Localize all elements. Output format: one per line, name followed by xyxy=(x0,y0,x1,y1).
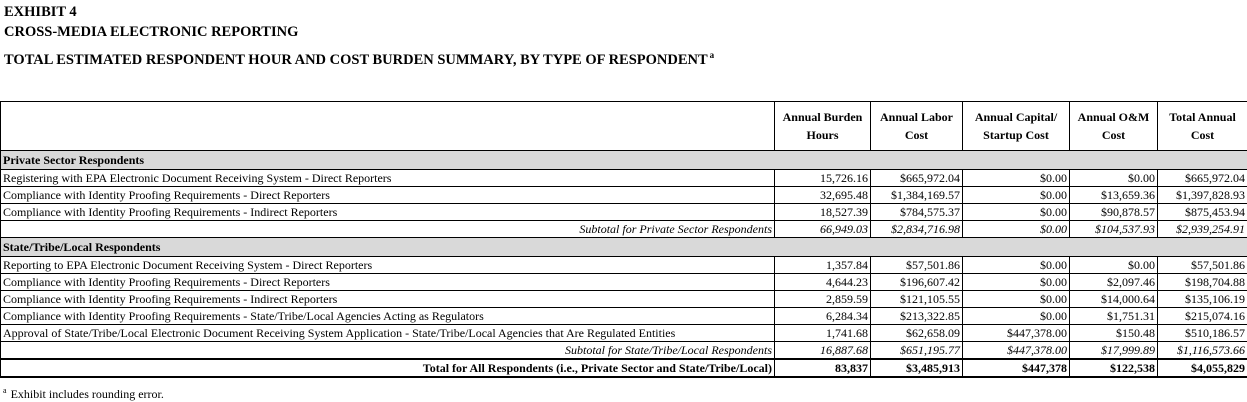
labor-cost-cell: $651,195.77 xyxy=(871,342,963,360)
labor-cost-cell: $57,501.86 xyxy=(871,257,963,274)
labor-cost-cell: $196,607.42 xyxy=(871,274,963,291)
burden-hours-cell: 4,644.23 xyxy=(775,274,871,291)
column-header-item xyxy=(1,102,775,151)
total-cost-cell: $665,972.04 xyxy=(1158,170,1247,187)
burden-hours-cell: 18,527.39 xyxy=(775,204,871,221)
om-cost-cell: $17,999.89 xyxy=(1070,342,1158,360)
burden-hours-cell: 32,695.48 xyxy=(775,187,871,204)
total-cost-cell: $1,397,828.93 xyxy=(1158,187,1247,204)
total-label: Total for All Respondents (i.e., Private Sector and State/Tribe/Local) xyxy=(1,359,775,377)
labor-cost-cell: $665,972.04 xyxy=(871,170,963,187)
footnote-text: Exhibit includes rounding error. xyxy=(11,387,164,401)
exhibit-title xyxy=(4,46,714,69)
capital-cost-cell: $447,378 xyxy=(963,359,1070,377)
row-label: Registering with EPA Electronic Document Receiving System - Direct Reporters xyxy=(1,170,775,187)
section-title: State/Tribe/Local Respondents xyxy=(1,238,1247,257)
column-header-total-cost: Total Annual Cost xyxy=(1158,102,1247,151)
burden-hours-cell: 2,859.59 xyxy=(775,291,871,308)
table-row xyxy=(1,325,1247,342)
table-header-row xyxy=(1,102,1247,151)
om-cost-cell: $14,000.64 xyxy=(1070,291,1158,308)
table-row xyxy=(1,257,1247,274)
subtotal-row xyxy=(1,221,1247,238)
row-label: Compliance with Identity Proofing Requirements - Direct Reporters xyxy=(1,187,775,204)
section-header-row xyxy=(1,238,1247,257)
section-title: Private Sector Respondents xyxy=(1,151,1247,170)
table-row xyxy=(1,291,1247,308)
total-cost-cell: $135,106.19 xyxy=(1158,291,1247,308)
subtotal-label: Subtotal for Private Sector Respondents xyxy=(1,221,775,238)
burden-hours-cell: 1,357.84 xyxy=(775,257,871,274)
total-cost-cell: $57,501.86 xyxy=(1158,257,1247,274)
row-label: Reporting to EPA Electronic Document Receiving System - Direct Reporters xyxy=(1,257,775,274)
labor-cost-cell: $2,834,716.98 xyxy=(871,221,963,238)
column-header-burden-hours: Annual Burden Hours xyxy=(775,102,871,151)
burden-hours-cell: 15,726.16 xyxy=(775,170,871,187)
capital-cost-cell: $0.00 xyxy=(963,291,1070,308)
total-cost-cell: $2,939,254.91 xyxy=(1158,221,1247,238)
footnote xyxy=(3,383,164,402)
om-cost-cell: $2,097.46 xyxy=(1070,274,1158,291)
labor-cost-cell: $121,105.55 xyxy=(871,291,963,308)
capital-cost-cell: $0.00 xyxy=(963,257,1070,274)
row-label: Compliance with Identity Proofing Requirements - Indirect Reporters xyxy=(1,204,775,221)
labor-cost-cell: $3,485,913 xyxy=(871,359,963,377)
row-label: Compliance with Identity Proofing Requirements - Direct Reporters xyxy=(1,274,775,291)
exhibit-title-text: TOTAL ESTIMATED RESPONDENT HOUR AND COST BURDEN SUMMARY, BY TYPE OF RESPONDENT xyxy=(4,52,708,68)
total-row xyxy=(1,359,1247,377)
total-cost-cell: $875,453.94 xyxy=(1158,204,1247,221)
total-cost-cell: $198,704.88 xyxy=(1158,274,1247,291)
om-cost-cell: $0.00 xyxy=(1070,257,1158,274)
burden-hours-cell: 66,949.03 xyxy=(775,221,871,238)
capital-cost-cell: $0.00 xyxy=(963,274,1070,291)
burden-hours-cell: 83,837 xyxy=(775,359,871,377)
row-label: Approval of State/Tribe/Local Electronic Document Receiving System Application - State/Tribe/Local Agencies that Are Regulated Entities xyxy=(1,325,775,342)
capital-cost-cell: $447,378.00 xyxy=(963,342,1070,360)
om-cost-cell: $13,659.36 xyxy=(1070,187,1158,204)
table-row xyxy=(1,187,1247,204)
capital-cost-cell: $0.00 xyxy=(963,221,1070,238)
om-cost-cell: $104,537.93 xyxy=(1070,221,1158,238)
subtotal-row xyxy=(1,342,1247,360)
column-header-labor-cost: Annual Labor Cost xyxy=(871,102,963,151)
subtotal-label: Subtotal for State/Tribe/Local Respondents xyxy=(1,342,775,360)
row-label: Compliance with Identity Proofing Requirements - State/Tribe/Local Agencies Acting as Regulators xyxy=(1,308,775,325)
capital-cost-cell: $0.00 xyxy=(963,170,1070,187)
capital-cost-cell: $0.00 xyxy=(963,308,1070,325)
row-label: Compliance with Identity Proofing Requirements - Indirect Reporters xyxy=(1,291,775,308)
table-row xyxy=(1,204,1247,221)
title-footnote-marker: a xyxy=(710,50,715,60)
burden-hours-cell: 6,284.34 xyxy=(775,308,871,325)
labor-cost-cell: $213,322.85 xyxy=(871,308,963,325)
om-cost-cell: $90,878.57 xyxy=(1070,204,1158,221)
total-cost-cell: $510,186.57 xyxy=(1158,325,1247,342)
exhibit-subtitle: CROSS-MEDIA ELECTRONIC REPORTING xyxy=(4,23,298,41)
column-header-capital-cost: Annual Capital/ Startup Cost xyxy=(963,102,1070,151)
table-row xyxy=(1,170,1247,187)
capital-cost-cell: $447,378.00 xyxy=(963,325,1070,342)
labor-cost-cell: $784,575.37 xyxy=(871,204,963,221)
om-cost-cell: $122,538 xyxy=(1070,359,1158,377)
column-header-om-cost: Annual O&M Cost xyxy=(1070,102,1158,151)
burden-hours-cell: 1,741.68 xyxy=(775,325,871,342)
section-header-row xyxy=(1,151,1247,170)
capital-cost-cell: $0.00 xyxy=(963,187,1070,204)
om-cost-cell: $1,751.31 xyxy=(1070,308,1158,325)
total-cost-cell: $1,116,573.66 xyxy=(1158,342,1247,360)
om-cost-cell: $0.00 xyxy=(1070,170,1158,187)
exhibit-number: EXHIBIT 4 xyxy=(4,3,77,21)
table-row xyxy=(1,274,1247,291)
burden-summary-table xyxy=(0,101,1247,378)
burden-hours-cell: 16,887.68 xyxy=(775,342,871,360)
labor-cost-cell: $1,384,169.57 xyxy=(871,187,963,204)
om-cost-cell: $150.48 xyxy=(1070,325,1158,342)
capital-cost-cell: $0.00 xyxy=(963,204,1070,221)
footnote-marker: a xyxy=(3,386,7,395)
table-row xyxy=(1,308,1247,325)
labor-cost-cell: $62,658.09 xyxy=(871,325,963,342)
total-cost-cell: $4,055,829 xyxy=(1158,359,1247,377)
total-cost-cell: $215,074.16 xyxy=(1158,308,1247,325)
